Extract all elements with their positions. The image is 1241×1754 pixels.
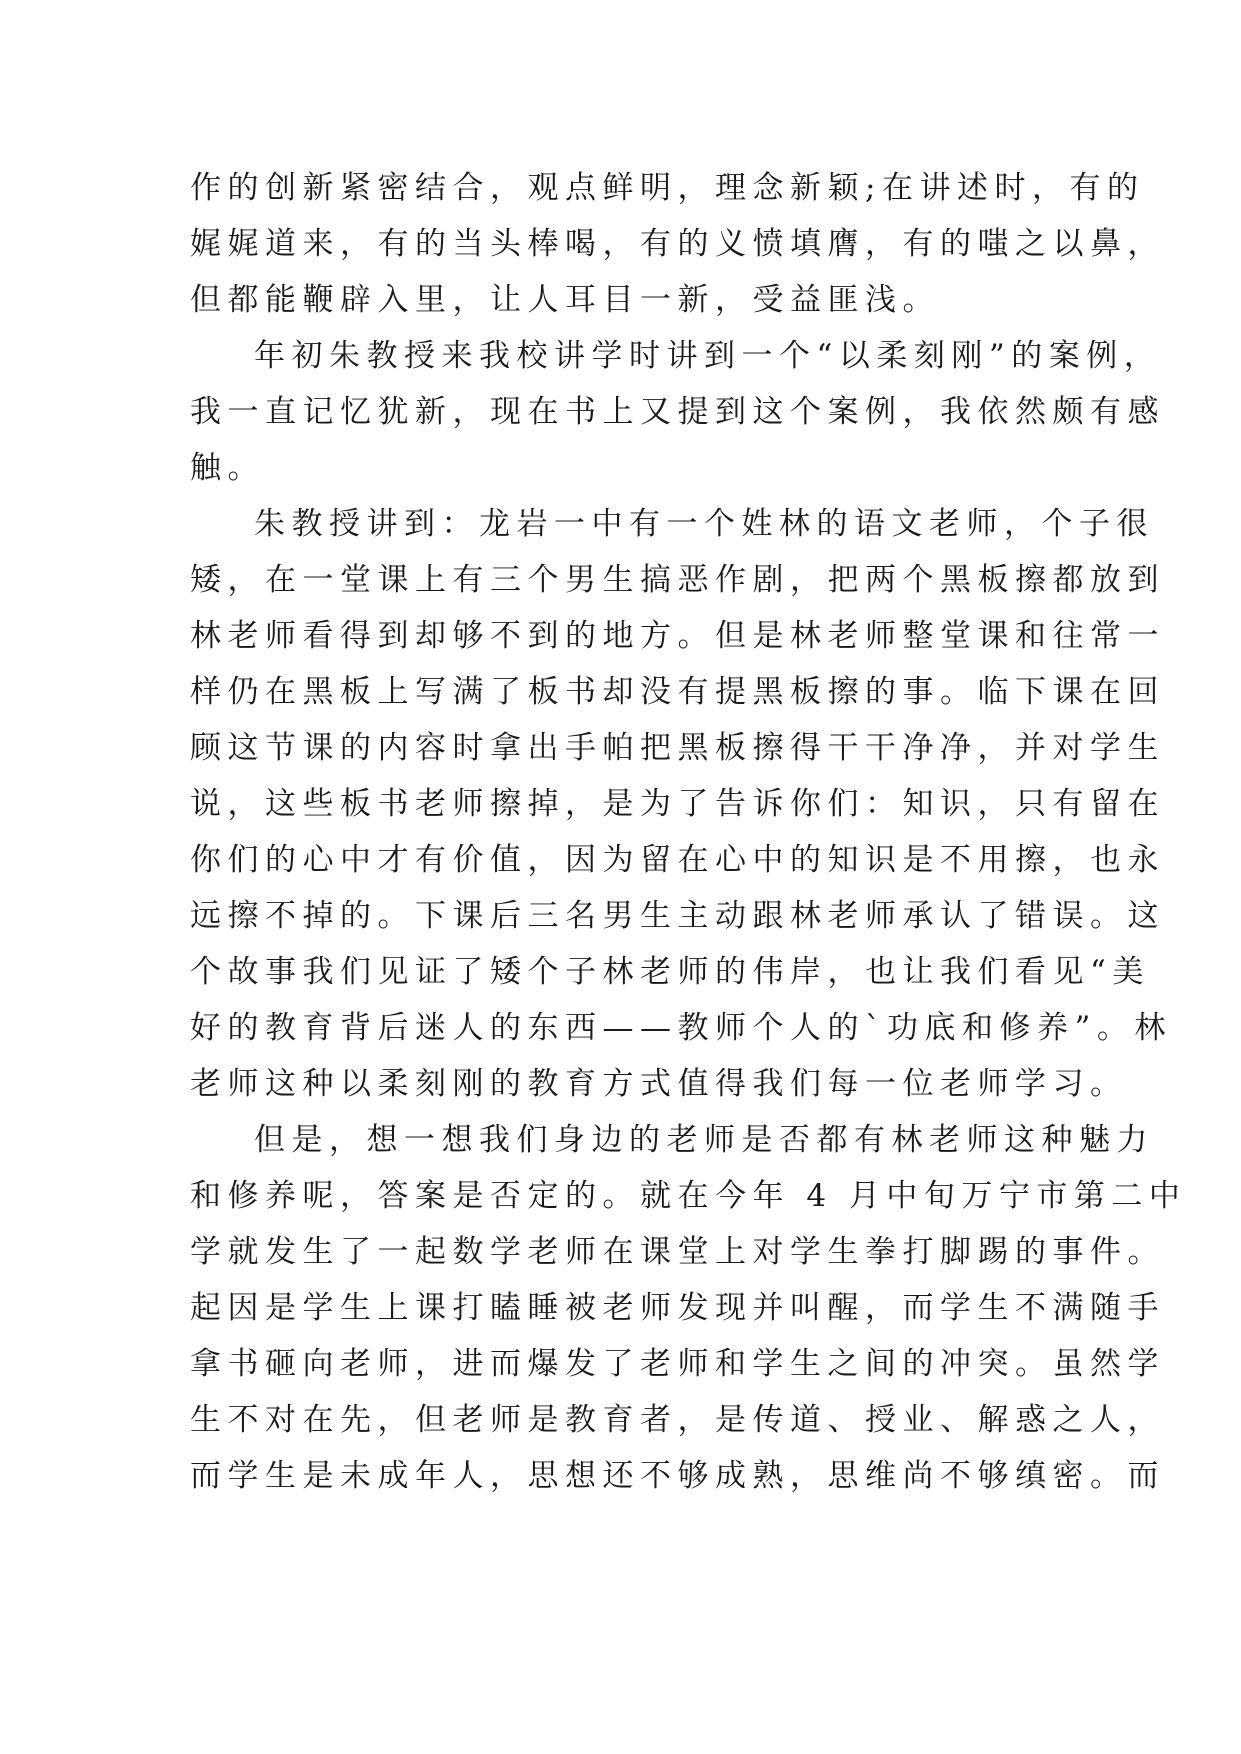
text-line: 起因是学生上课打瞌睡被老师发现并叫醒，而学生不满随手 (190, 1290, 1165, 1326)
text-line: 个故事我们见证了矮个子林老师的伟岸，也让我们看见“美 (190, 954, 1150, 990)
text-line: 我一直记忆犹新，现在书上又提到这个案例，我依然颇有感 (190, 394, 1165, 430)
text-line: 你们的心中才有价值，因为留在心中的知识是不用擦，也永 (190, 842, 1165, 878)
text-line: 但都能鞭辟入里，让人耳目一新，受益匪浅。 (190, 282, 940, 318)
text-line: 好的教育背后迷人的东西——教师个人的`功底和修养”。林 (190, 1010, 1172, 1046)
text-line: 朱教授讲到：龙岩一中有一个姓林的语文老师，个子很 (254, 506, 1154, 542)
text-line: 娓娓道来，有的当头棒喝，有的义愤填膺，有的嗤之以鼻， (190, 226, 1165, 262)
text-line: 触。 (190, 450, 265, 486)
document-body (190, 160, 1187, 1504)
text-line: 说，这些板书老师擦掉，是为了告诉你们：知识，只有留在 (190, 786, 1165, 822)
text-line: 老师这种以柔刻刚的教育方式值得我们每一位老师学习。 (190, 1066, 1128, 1102)
text-line: 生不对在先，但老师是教育者，是传道、授业、解惑之人， (190, 1402, 1165, 1438)
text-line: 学就发生了一起数学老师在课堂上对学生拳打脚踢的事件。 (190, 1234, 1165, 1270)
text-line: 矮，在一堂课上有三个男生搞恶作剧，把两个黑板擦都放到 (190, 562, 1165, 598)
text-line: 作的创新紧密结合，观点鲜明，理念新颖;在讲述时，有的 (190, 170, 1145, 206)
text-line: 年初朱教授来我校讲学时讲到一个“以柔刻刚”的案例， (254, 338, 1162, 374)
text-line: 拿书砸向老师，进而爆发了老师和学生之间的冲突。虽然学 (190, 1346, 1165, 1382)
text-line: 但是，想一想我们身边的老师是否都有林老师这种魅力 (254, 1122, 1154, 1158)
text-line: 样仍在黑板上写满了板书却没有提黑板擦的事。临下课在回 (190, 674, 1165, 710)
text-line: 林老师看得到却够不到的地方。但是林老师整堂课和往常一 (190, 618, 1165, 654)
text-line: 远擦不掉的。下课后三名男生主动跟林老师承认了错误。这 (190, 898, 1165, 934)
text-line: 和修养呢，答案是否定的。就在今年 4 月中旬万宁市第二中 (190, 1178, 1187, 1214)
text-line: 顾这节课的内容时拿出手帕把黑板擦得干干净净，并对学生 (190, 730, 1165, 766)
text-line: 而学生是未成年人，思想还不够成熟，思维尚不够缜密。而 (190, 1458, 1165, 1494)
